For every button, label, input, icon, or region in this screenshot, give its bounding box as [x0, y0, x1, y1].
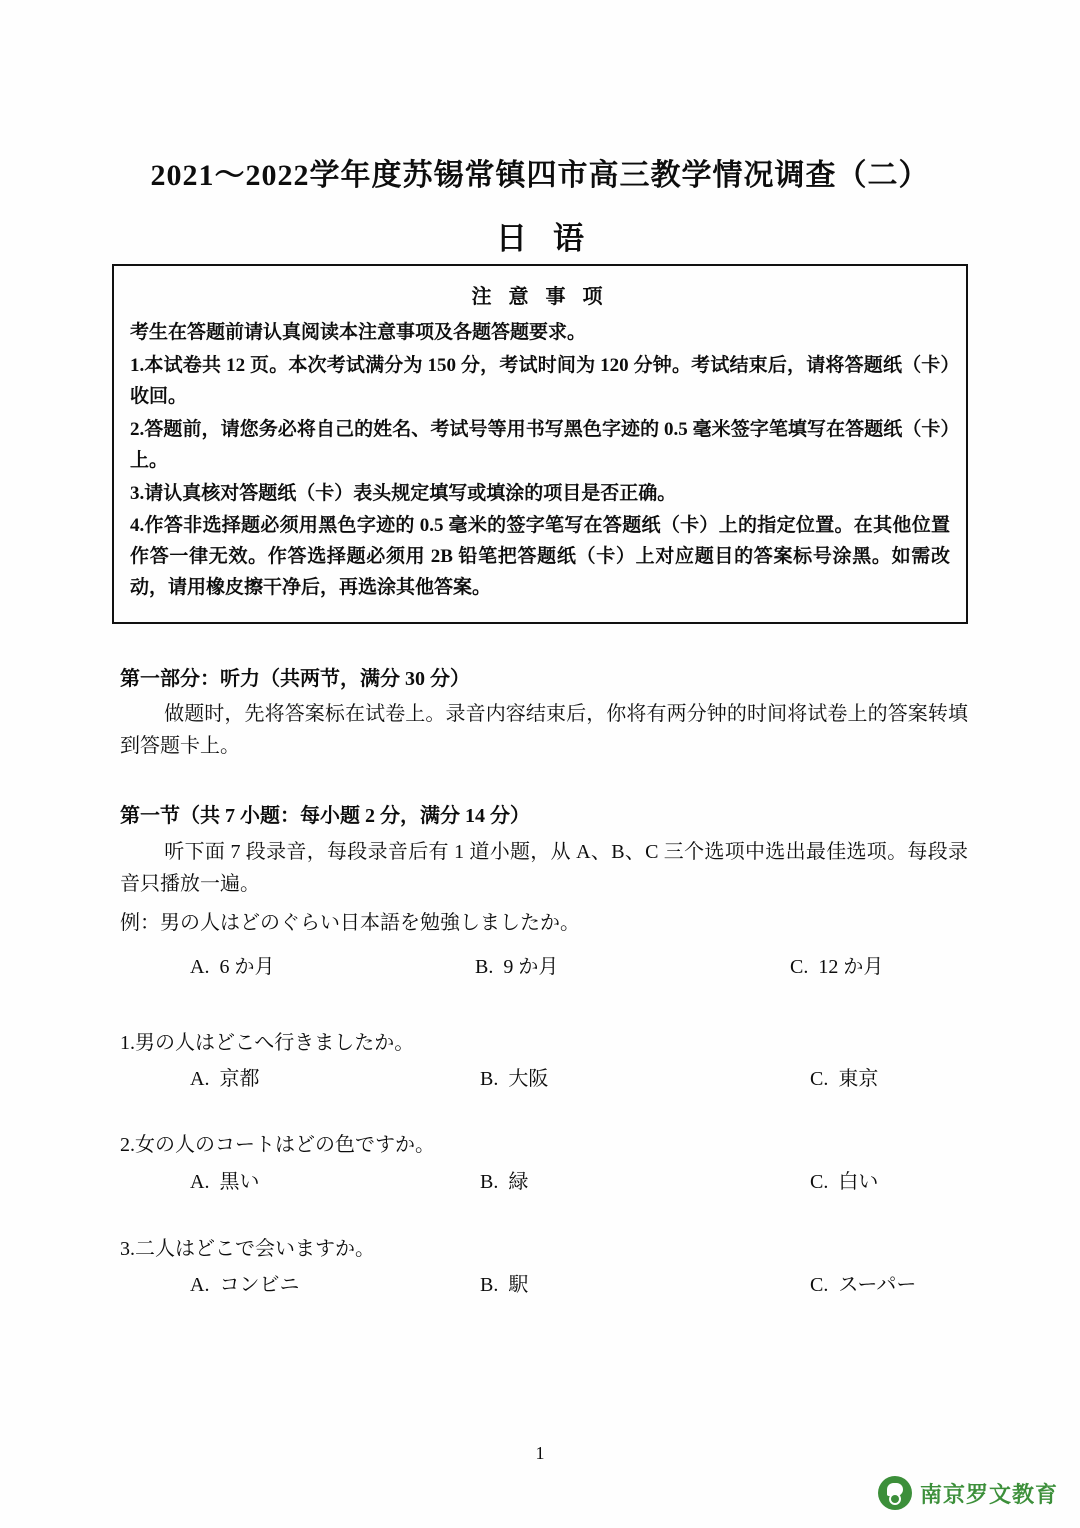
example-option-a[interactable]: [190, 950, 274, 979]
option-text: 黒い: [219, 1171, 260, 1193]
question-1-option-c[interactable]: [810, 1062, 878, 1091]
question-2-option-c[interactable]: [810, 1165, 878, 1194]
option-text: スーパー: [838, 1274, 917, 1296]
option-label: A.: [190, 1171, 210, 1193]
section-one-instruction-text: 听下面 7 段录音，每段录音后有 1 道小题，从 A、B、C 三个选项中选出最佳选项。每段录音只播放一遍。: [120, 841, 968, 896]
option-text: 12 か月: [818, 956, 884, 978]
example-stem: 例：男の人はどのぐらい日本語を勉強しましたか。: [120, 912, 580, 934]
option-text: 白い: [838, 1171, 879, 1193]
option-label: A.: [190, 1274, 210, 1296]
option-label: B.: [480, 1171, 499, 1193]
example-options: [120, 950, 980, 980]
option-label: C.: [810, 1068, 829, 1090]
notice-item-2: 2.答题前，请您务必将自己的姓名、考试号等用书写黑色字迹的 0.5 毫米签字笔填写在答题纸（卡）上。: [130, 418, 950, 471]
question-1-option-b[interactable]: [480, 1062, 548, 1091]
question-1-options: [120, 1062, 980, 1092]
section-one-heading: 第一节（共 7 小题：每小题 2 分，满分 14 分）: [120, 805, 530, 827]
option-label: A.: [190, 1068, 210, 1090]
option-text: 東京: [838, 1068, 879, 1090]
question-3-stem: 3.二人はどこで会いますか。: [120, 1238, 375, 1260]
option-text: 大阪: [508, 1068, 549, 1090]
page-number: 1: [535, 1443, 545, 1463]
example-option-b[interactable]: [475, 950, 558, 979]
part-one-instruction-text: 做题时，先将答案标在试卷上。录音内容结束后，你将有两分钟的时间将试卷上的答案转填到答题卡上。: [120, 703, 968, 758]
question-2-stem: 2.女の人のコートはどの色ですか。: [120, 1134, 435, 1156]
option-label: C.: [810, 1274, 829, 1296]
question-2-option-b[interactable]: [480, 1165, 528, 1194]
page-title: 2021～2022学年度苏锡常镇四市高三教学情况调查（二）: [150, 159, 930, 192]
notice-lead: 考生在答题前请认真阅读本注意事项及各题答题要求。: [130, 322, 587, 343]
section-one-instruction: [120, 836, 968, 901]
question-3-options: [120, 1268, 980, 1298]
option-text: 京都: [219, 1068, 260, 1090]
question-1-option-a[interactable]: [190, 1062, 259, 1091]
question-3-option-c[interactable]: [810, 1268, 916, 1297]
option-label: C.: [790, 956, 809, 978]
question-2-options: [120, 1165, 980, 1195]
notice-item-4: 4.作答非选择题必须用黑色字迹的 0.5 毫米的签字笔写在答题纸（卡）上的指定位置。在其他位置作答一律无效。作答选择题必须用 2B 铅笔把答题纸（卡）上对应题目的答案标号涂黑。如需改动，请用橡皮擦干净后，再选涂其他答案。: [130, 515, 950, 598]
option-label: B.: [480, 1068, 499, 1090]
option-label: A.: [190, 956, 210, 978]
question-3-option-a[interactable]: [190, 1268, 299, 1297]
example-option-c[interactable]: [790, 950, 883, 979]
option-text: コンビニ: [219, 1274, 300, 1296]
option-text: 6 か月: [219, 956, 275, 978]
option-text: 駅: [508, 1274, 529, 1296]
watermark: [878, 1476, 1058, 1510]
watermark-text: 南京罗文教育: [919, 1481, 1058, 1507]
option-label: B.: [475, 956, 494, 978]
subject-title: 日语: [496, 221, 610, 256]
option-text: 緑: [508, 1171, 529, 1193]
option-text: 9 か月: [503, 956, 559, 978]
part-one-instruction: [120, 698, 968, 763]
notice-heading: 注 意 事 项: [471, 286, 609, 308]
leaf-logo-icon: [878, 1476, 912, 1510]
option-label: B.: [480, 1274, 499, 1296]
notice-box: [112, 264, 968, 624]
notice-item-1: 1.本试卷共 12 页。本次考试满分为 150 分，考试时间为 120 分钟。考试结束后，请将答题纸（卡）收回。: [130, 355, 950, 408]
question-2-option-a[interactable]: [190, 1165, 259, 1194]
question-1-stem: 1.男の人はどこへ行きましたか。: [120, 1032, 415, 1054]
question-3-option-b[interactable]: [480, 1268, 528, 1297]
notice-item-3: 3.请认真核对答题纸（卡）表头规定填写或填涂的项目是否正确。: [130, 482, 677, 504]
part-one-heading: 第一部分：听力（共两节，满分 30 分）: [120, 668, 470, 690]
option-label: C.: [810, 1171, 829, 1193]
